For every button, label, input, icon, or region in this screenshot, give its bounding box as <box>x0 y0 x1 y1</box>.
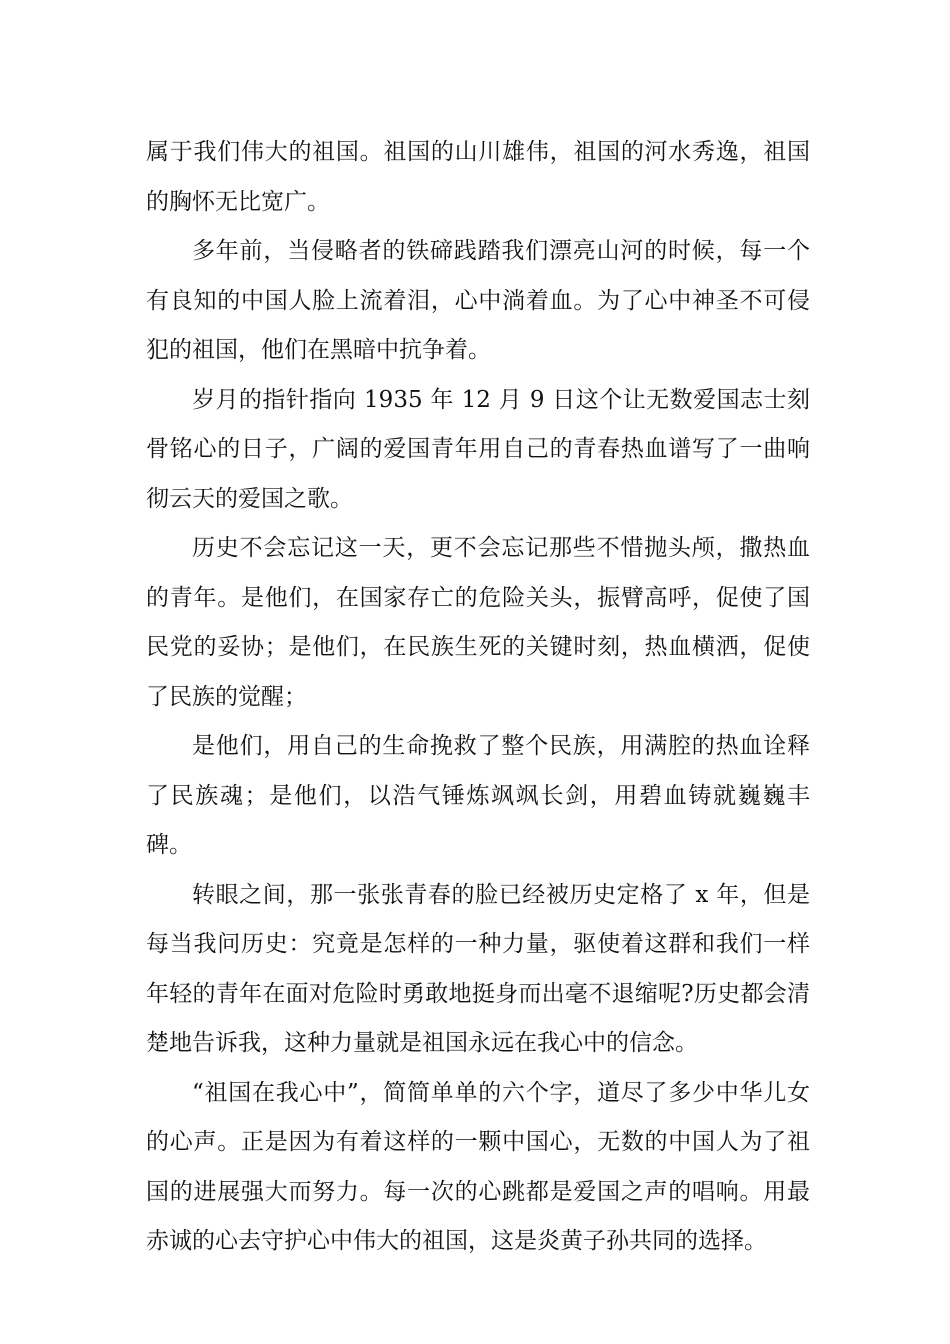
paragraph-2: 多年前，当侵略者的铁碲践踏我们漂亮山河的时候，每一个有良知的中国人脸上流着泪，心中淌着血。为了心中神圣不可侵犯的祖国，他们在黑暗中抗争着。 <box>146 238 810 363</box>
paragraph-4: 历史不会忘记这一天，更不会忘记那些不惜抛头颅，撒热血的青年。是他们，在国家存亡的危险关头，振臂高呼，促使了国民党的妥协；是他们，在民族生死的关键时刻，热血横洒，促使了民族的觉醒； <box>146 535 810 710</box>
paragraph-5: 是他们，用自己的生命挽救了整个民族，用满腔的热血诠释了民族魂；是他们，以浩气锤炼飒飒长剑，用碧血铸就巍巍丰碑。 <box>146 733 810 858</box>
paragraph-7: “祖国在我心中”，简简单单的六个字，道尽了多少中华儿女的心声。正是因为有着这样的一颗中国心，无数的中国人为了祖国的进展强大而努力。每一次的心跳都是爱国之声的唱响。用最赤诚的心去守护心中伟大的祖国，这是炎黄子孙共同的选择。 <box>146 1079 810 1254</box>
paragraph-1: 属于我们伟大的祖国。祖国的山川雄伟，祖国的河水秀逸，祖国的胸怀无比宽广。 <box>146 139 810 215</box>
document-page <box>146 128 810 1267</box>
paragraph-6: 转眼之间，那一张张青春的脸已经被历史定格了 x 年，但是每当我问历史：究竟是怎样的一种力量，驱使着这群和我们一样年轻的青年在面对危险时勇敢地挺身而出毫不退缩呢?历史都会清楚地告诉我，这种力量就是祖国永远在我心中的信念。 <box>146 881 810 1056</box>
paragraph-3: 岁月的指针指向 1935 年 12 月 9 日这个让无数爱国志士刻骨铭心的日子，广阔的爱国青年用自己的青春热血谱写了一曲响彻云天的爱国之歌。 <box>146 386 810 512</box>
